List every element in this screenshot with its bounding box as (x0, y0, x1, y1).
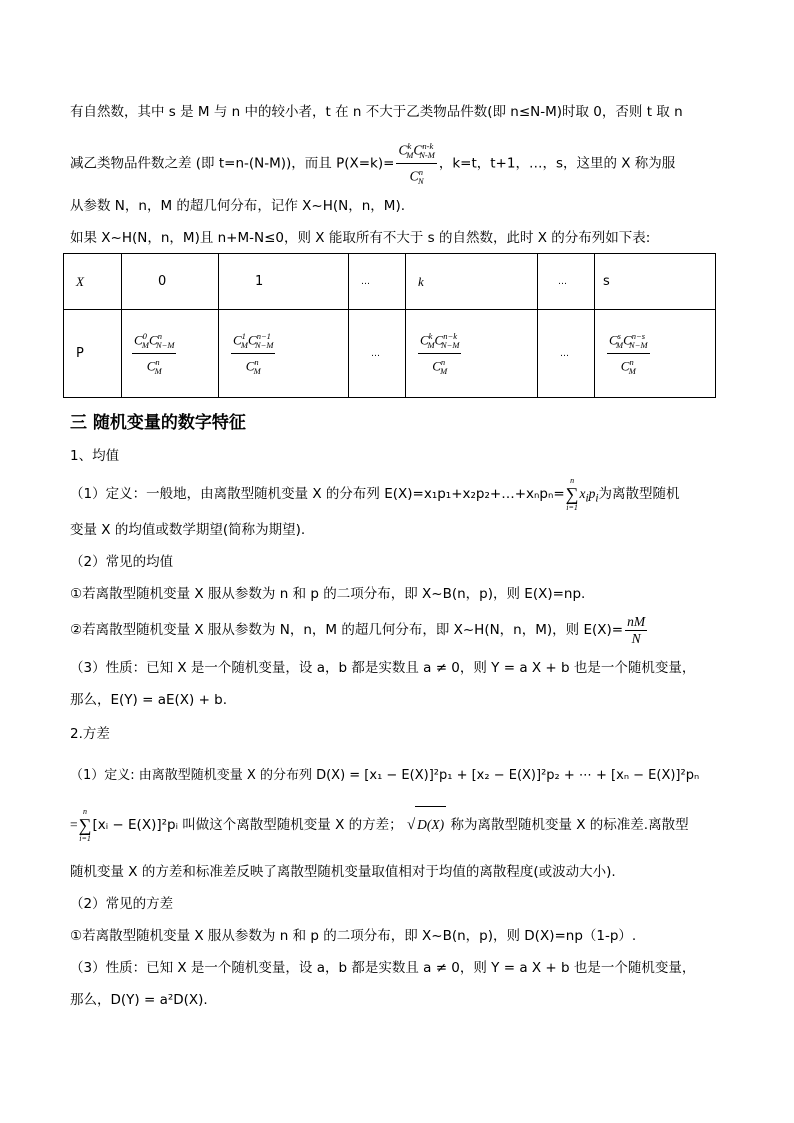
table-cell: $\frac{C^1_MC^{n-1}_{N-M}}{C^n_M}$ (219, 310, 349, 398)
mean-definition-line2: 变量 X 的均值或数学期望(简称为期望). (70, 522, 306, 538)
para1-line4: 如果 X~H(N，n，M)且 n+M-N≤0，则 X 能取所有不大于 s 的自然数，此时 X 的分布列如下表: (70, 230, 651, 246)
table-cell: s (595, 254, 716, 310)
table-cell: k (406, 254, 538, 310)
mean-property-line1: （3）性质：已知 X 是一个随机变量，设 a，b 都是实数且 a ≠ 0，则 Y = a X + b 也是一个随机变量， (70, 660, 696, 676)
variance-definition-line2: = n ∑ i=1 [xᵢ − E(X)]²pᵢ 叫做这个离散型随机变量 X 的方差； √ D(X) 称为离散型随机变量 X 的标准差.离散型 (70, 807, 689, 843)
para1-line2 (70, 138, 675, 189)
table-cell: 0 (122, 254, 219, 310)
para1-line1: 有自然数，其中 s 是 M 与 n 中的较小者，t 在 n 不大于乙类物品件数(即 n≤N-M)时取 0，否则 t 取 n (70, 104, 683, 120)
variance-definition-line3: 随机变量 X 的方差和标准差反映了离散型随机变量取值相对于均值的离散程度(或波动大小). (70, 864, 616, 880)
mean-definition-line1: （1）定义：一般地，由离散型随机变量 X 的分布列 E(X)=x₁p₁+x₂p₂+…+xₙpₙ= n ∑ i=1 $x_ip_i$为离散型随机 (70, 476, 680, 512)
table-header-x: X (64, 254, 122, 310)
mean-fraction: $\frac{nM}{N}$ (627, 613, 646, 646)
para1-line3: 从参数 N，n，M 的超几何分布，记作 X~H(N，n，M). (70, 198, 406, 214)
variance-definition-line1: （1）定义: 由离散型随机变量 X 的分布列 D(X) = [x₁ − E(X)]²p₁ + [x₂ − E(X)]²p₂ + ⋯ + [xₙ − E(X)]²pₙ (70, 768, 700, 783)
mean-property-line2: 那么，E(Y) = aE(X) + b. (70, 692, 228, 708)
table-cell: $\frac{C^k_MC^{n-k}_{N-M}}{C^n_M}$ (406, 310, 538, 398)
variance-title: 2.方差 (70, 726, 110, 742)
variance-sum-operator: n ∑ i=1 (78, 807, 92, 843)
table-cell: 1 (219, 254, 349, 310)
table-cell: … (349, 254, 406, 310)
table-row-x (64, 254, 716, 310)
binomial-variance: ①若离散型随机变量 X 服从参数为 n 和 p 的二项分布，即 X~B(n，p)，则 D(X)=np（1-p）. (70, 928, 637, 944)
hypergeometric-mean: ②若离散型随机变量 X 服从参数为 N，n，M 的超几何分布，即 X~H(N，n，M)，则 E(X)= $\frac{nM}{N}$ (70, 613, 646, 646)
hypergeo-pmf-fraction: $\frac{C^k_MC^{n-k}_{N-M}}{C^n_N}$ (396, 138, 436, 189)
section-heading: 三 随机变量的数字特征 (70, 413, 246, 433)
table-cell: $\frac{C^0_MC^n_{N-M}}{C^n_M}$ (122, 310, 219, 398)
table-row-p (64, 310, 716, 398)
mean-title: 1、均值 (70, 448, 120, 464)
common-variance-title: （2）常见的方差 (70, 896, 174, 912)
variance-property-line1: （3）性质：已知 X 是一个随机变量，设 a，b 都是实数且 a ≠ 0，则 Y = a X + b 也是一个随机变量， (70, 960, 696, 976)
table-header-p: P (64, 310, 122, 398)
variance-property-line2: 那么，D(Y) = a²D(X). (70, 992, 208, 1008)
table-cell: $\frac{C^s_MC^{n-s}_{N-M}}{C^n_M}$ (595, 310, 716, 398)
sum-operator: n ∑ i=1 (565, 476, 579, 512)
para1-line2-a: 减乙类物品件数之差 (即 t=n-(N-M))，而且 P(X=k)= (70, 155, 395, 172)
distribution-table (63, 253, 716, 398)
sqrt-variance: D(X) (415, 806, 446, 843)
table-cell: … (349, 310, 406, 398)
table-cell: … (538, 310, 595, 398)
para1-line2-b: ，k=t，t+1，…，s，这里的 X 称为服 (438, 155, 676, 172)
binomial-mean: ①若离散型随机变量 X 服从参数为 n 和 p 的二项分布，即 X~B(n，p)，则 E(X)=np. (70, 586, 586, 602)
common-mean-title: （2）常见的均值 (70, 554, 174, 570)
table-cell: … (538, 254, 595, 310)
